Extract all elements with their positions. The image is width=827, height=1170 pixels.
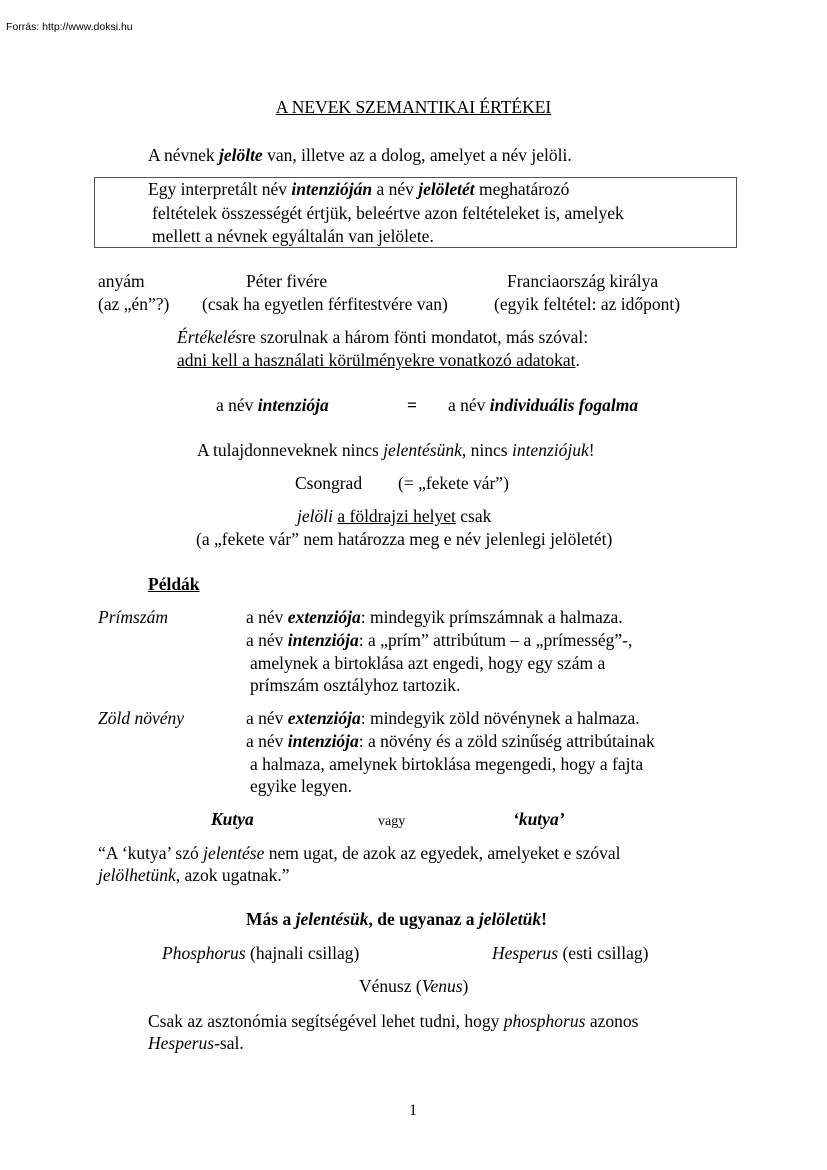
- astronomy-line-2: Hesperus-sal.: [148, 1033, 244, 1053]
- quote-line-1: “A ‘kutya’ szó jelentése nem ugat, de azok az egyedek, amelyeket e szóval: [98, 843, 621, 863]
- phosphorus-line: Phosphorus (hajnali csillag): [162, 943, 360, 963]
- source-label: Forrás: http://www.doksi.hu: [6, 21, 133, 33]
- evaluation-line-1: Értékelésre szorulnak a három fönti mondatot, más szóval:: [177, 327, 589, 347]
- example-anyam-note: (az „én”?): [98, 294, 170, 314]
- proper-names-line: A tulajdonneveknek nincs jelentésünk, nincs intenziójuk!: [197, 440, 595, 460]
- examples-heading: Példák: [148, 574, 200, 594]
- prime-line-1: a név extenziója: mindegyik prímszámnak a halmaza.: [246, 607, 623, 627]
- evaluation-line-2: adni kell a használati körülményekre vonatkozó adatokat.: [177, 350, 580, 370]
- definition-line-1: Egy interpretált név intenzióján a név jelöletét meghatározó: [148, 179, 570, 199]
- green-plant-line-2: a név intenziója: a növény és a zöld szinűség attribútainak: [246, 731, 655, 751]
- definition-line-2: feltételek összességét értjük, beleértve azon feltételeket is, amelyek: [152, 203, 624, 223]
- green-plant-label: Zöld növény: [98, 708, 185, 728]
- example-francia: Franciaország királya: [507, 271, 659, 291]
- example-francia-note: (egyik feltétel: az időpont): [494, 294, 681, 314]
- green-plant-line-3: a halmaza, amelynek birtoklása megengedi, hogy a fajta: [250, 754, 644, 774]
- jeloli-line: jelöli a földrajzi helyet csak: [297, 506, 492, 526]
- csongrad-meaning: (= „fekete vár”): [398, 473, 509, 493]
- prime-line-3: amelynek a birtoklása azt engedi, hogy egy szám a: [250, 653, 606, 673]
- example-peter-note: (csak ha egyetlen férfitestvére van): [202, 294, 448, 314]
- csongrad-word: Csongrad: [295, 473, 363, 493]
- example-anyam: anyám: [98, 271, 145, 291]
- venus-line: Vénusz (Venus): [359, 976, 469, 996]
- kutya-quoted: ‘kutya’: [513, 809, 565, 829]
- equation-left: a név intenziója: [216, 395, 329, 415]
- prime-line-4: prímszám osztályhoz tartozik.: [250, 675, 461, 695]
- kutya-word: Kutya: [211, 809, 254, 829]
- equation-right: a név individuális fogalma: [448, 395, 639, 415]
- example-peter: Péter fivére: [246, 271, 328, 291]
- green-plant-line-4: egyike legyen.: [250, 776, 353, 796]
- kutya-or: vagy: [378, 814, 406, 829]
- page-title: A NEVEK SZEMANTIKAI ÉRTÉKEI: [275, 97, 552, 117]
- equation-sign: =: [407, 395, 417, 415]
- astronomy-line-1: Csak az asztonómia segítségével lehet tudni, hogy phosphorus azonos: [148, 1011, 639, 1031]
- quote-line-2: jelölhetünk, azok ugatnak.”: [98, 865, 290, 885]
- definition-line-3: mellett a névnek egyáltalán van jelölete.: [152, 226, 434, 246]
- prime-line-2: a név intenziója: a „prím” attribútum – a „prímesség”-,: [246, 630, 633, 650]
- intro-line: A névnek jelölte van, illetve az a dolog, amelyet a név jelöli.: [148, 145, 572, 165]
- page-number: 1: [409, 1102, 417, 1119]
- green-plant-line-1: a név extenziója: mindegyik zöld növénynek a halmaza.: [246, 708, 640, 728]
- prime-label: Prímszám: [98, 607, 169, 627]
- hesperus-line: Hesperus (esti csillag): [492, 943, 649, 963]
- jeloli-paren: (a „fekete vár” nem határozza meg e név jelenlegi jelöletét): [196, 529, 613, 549]
- meaning-vs-reference: Más a jelentésük, de ugyanaz a jelöletük!: [246, 909, 547, 929]
